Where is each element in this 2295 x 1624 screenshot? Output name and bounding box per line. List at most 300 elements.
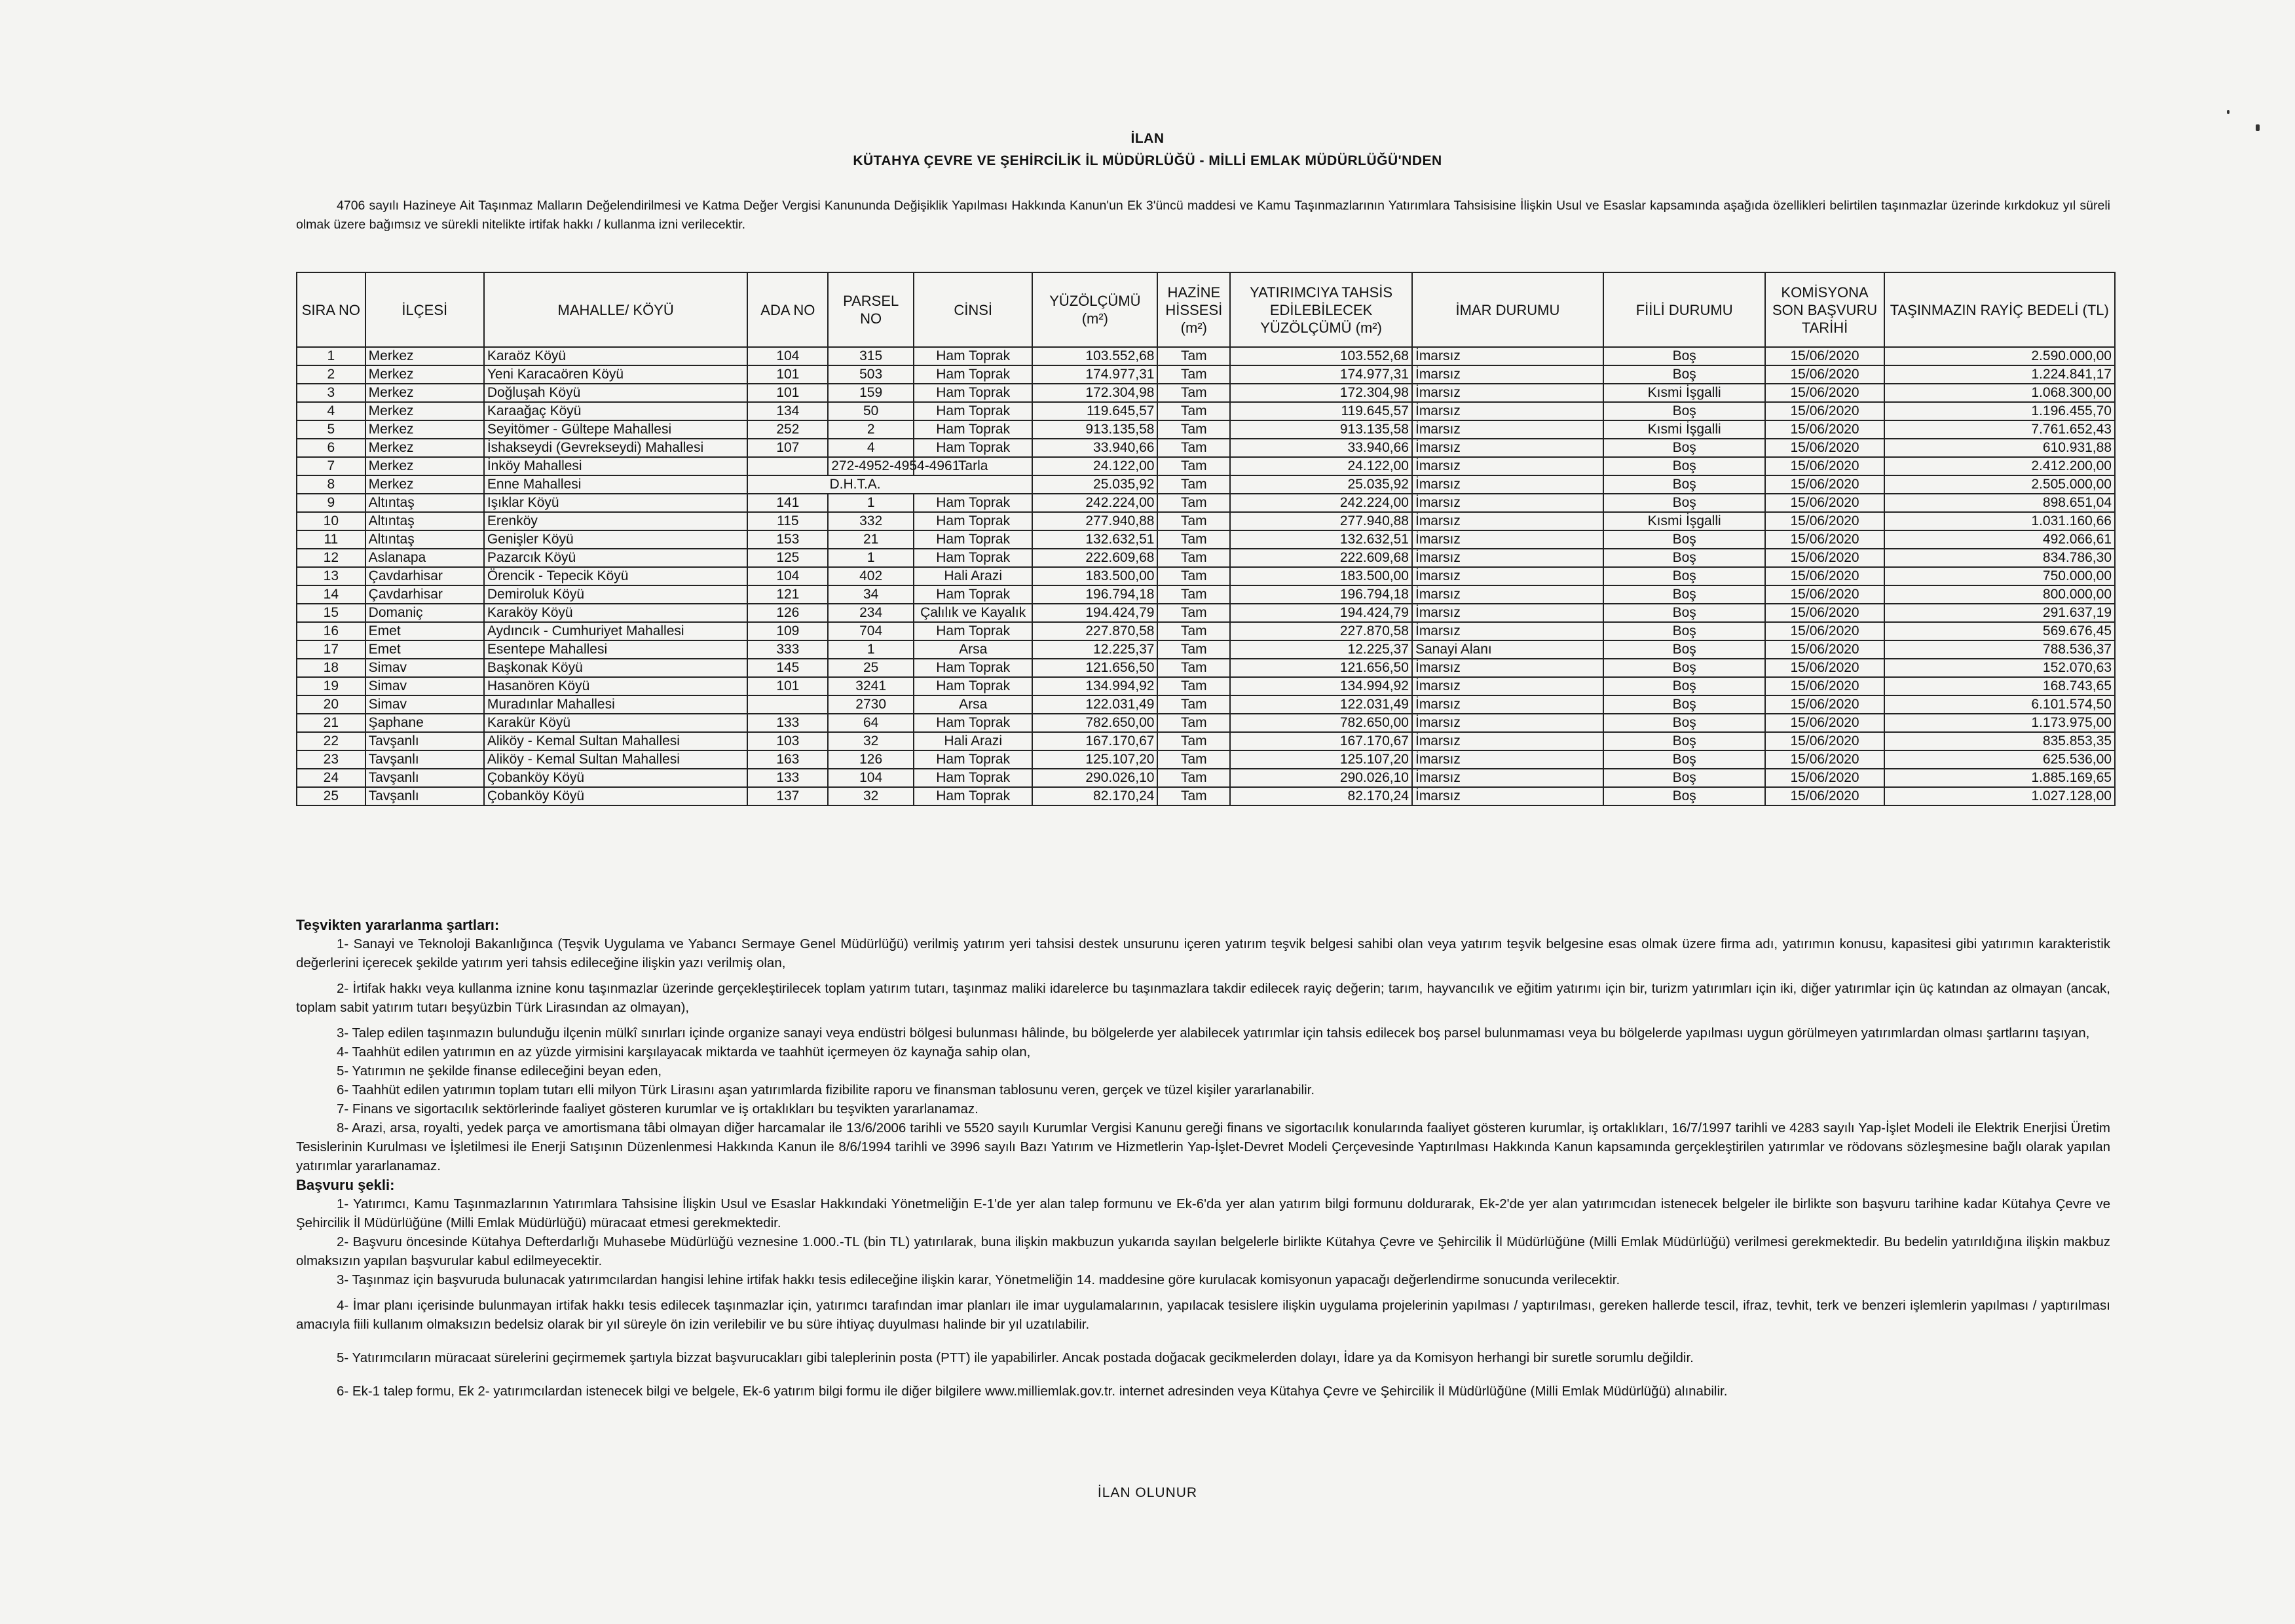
cell-mahalle: İshakseydi (Gevrekseydi) Mahallesi (484, 439, 748, 457)
cell-mahalle: Karaağaç Köyü (484, 402, 748, 420)
cell-imar: İmarsız (1412, 659, 1603, 677)
cell-ilce: Merkez (365, 420, 484, 439)
cell-imar: İmarsız (1412, 457, 1603, 475)
basvuru-item: 5- Yatırımcıların müracaat sürelerini geçirmemek şartıyla bizzat başvurucakları gibi taleplerinin posta (PTT) ile yapabilirler. Ancak postada doğacak gecikmelerden dolayı, İdare ya da Komisyon herhangi bir suretle sorumlu değildir. (337, 1350, 1694, 1365)
cell-sira: 4 (297, 402, 365, 420)
table-row (297, 604, 2115, 622)
cell-imar: İmarsız (1412, 365, 1603, 384)
cell-sira: 17 (297, 640, 365, 659)
cell-sira: 16 (297, 622, 365, 640)
cell-fiili: Boş (1603, 604, 1766, 622)
tesvik-item: 1- Sanayi ve Teknoloji Bakanlığınca (Teşvik Uygulama ve Yabancı Sermaye Genel Müdürlüğü) verilmiş yatırım yeri tahsisi destek unsurunu içeren yatırım teşvik belgesi sahibi olan veya yatırım teşvik belgesine esas olmak üzere firma adı, yatırımın konusu, kapasitesi gibi yatırımın karakteristik değerlerini içerecek şekilde yatırım yeri tahsis edileceğine ilişkin yazı verilmiş olan, (296, 936, 2110, 970)
cell-basvuru: 15/06/2020 (1765, 549, 1884, 567)
col-header-basvuru: KOMİSYONA SON BAŞVURU TARİHİ (1765, 272, 1884, 347)
cell-bedel: 2.505.000,00 (1884, 475, 2115, 494)
cell-parsel: 34 (828, 585, 914, 604)
cell-parsel: 234 (828, 604, 914, 622)
cell-yatirimci: 132.632,51 (1230, 530, 1412, 549)
table-row (297, 347, 2115, 365)
cell-cinsi: Arsa (914, 640, 1032, 659)
cell-hisse: Tam (1157, 769, 1230, 787)
table-row (297, 494, 2115, 512)
cell-basvuru: 15/06/2020 (1765, 714, 1884, 732)
cell-basvuru: 15/06/2020 (1765, 365, 1884, 384)
cell-mahalle: Karaöz Köyü (484, 347, 748, 365)
cell-yatirimci: 12.225,37 (1230, 640, 1412, 659)
cell-yatirimci: 194.424,79 (1230, 604, 1412, 622)
cell-sira: 7 (297, 457, 365, 475)
table-row (297, 732, 2115, 750)
cell-cinsi: Ham Toprak (914, 549, 1032, 567)
cell-parsel: 1 (828, 640, 914, 659)
cell-cinsi: Ham Toprak (914, 512, 1032, 530)
cell-yuzolcum: 132.632,51 (1032, 530, 1157, 549)
cell-basvuru: 15/06/2020 (1765, 695, 1884, 714)
table-row (297, 549, 2115, 567)
cell-ada: 137 (747, 787, 828, 805)
cell-cinsi: Ham Toprak (914, 420, 1032, 439)
cell-yuzolcum: 33.940,66 (1032, 439, 1157, 457)
cell-bedel: 1.031.160,66 (1884, 512, 2115, 530)
cell-yuzolcum: 167.170,67 (1032, 732, 1157, 750)
cell-imar: İmarsız (1412, 384, 1603, 402)
col-header-sira: SIRA NO (297, 272, 365, 347)
cell-sira: 20 (297, 695, 365, 714)
cell-mahalle: Muradınlar Mahallesi (484, 695, 748, 714)
col-header-ada: ADA NO (747, 272, 828, 347)
cell-yuzolcum: 24.122,00 (1032, 457, 1157, 475)
cell-hisse: Tam (1157, 659, 1230, 677)
cell-ilce: Merkez (365, 457, 484, 475)
cell-sira: 5 (297, 420, 365, 439)
cell-sira: 9 (297, 494, 365, 512)
cell-basvuru: 15/06/2020 (1765, 494, 1884, 512)
property-table (296, 272, 2116, 806)
cell-yuzolcum: 277.940,88 (1032, 512, 1157, 530)
cell-parsel: 32 (828, 732, 914, 750)
cell-imar: İmarsız (1412, 402, 1603, 420)
conditions-section (296, 915, 2110, 1401)
cell-yatirimci: 103.552,68 (1230, 347, 1412, 365)
cell-ilce: Merkez (365, 475, 484, 494)
cell-bedel: 569.676,45 (1884, 622, 2115, 640)
cell-fiili: Boş (1603, 732, 1766, 750)
cell-ilce: Emet (365, 622, 484, 640)
cell-mahalle: Hasanören Köyü (484, 677, 748, 695)
intro-paragraph (296, 196, 2110, 234)
cell-yuzolcum: 782.650,00 (1032, 714, 1157, 732)
cell-sira: 18 (297, 659, 365, 677)
basvuru-item: 6- Ek-1 talep formu, Ek 2- yatırımcılardan istenecek bilgi ve belgele, Ek-6 yatırım bilgi formu ile diğer bilgilere www.milliemlak.gov.tr. internet adresinden veya Kütahya Çevre ve Şehircilik İl Müdürlüğüne (Milli Emlak Müdürlüğü) alınabilir. (337, 1384, 1728, 1399)
cell-fiili: Kısmi İşgalli (1603, 420, 1766, 439)
cell-basvuru: 15/06/2020 (1765, 475, 1884, 494)
cell-yuzolcum: 12.225,37 (1032, 640, 1157, 659)
cell-cinsi: Ham Toprak (914, 677, 1032, 695)
cell-fiili: Boş (1603, 769, 1766, 787)
cell-fiili: Boş (1603, 787, 1766, 805)
cell-imar: İmarsız (1412, 494, 1603, 512)
tesvik-item: 3- Talep edilen taşınmazın bulunduğu ilçenin mülkî sınırları içinde organize sanayi veya endüstri bölgesi bulunması hâlinde, bu bölgelerde yer alabilecek yatırımlar için tahsis edilecek boş parsel bulunmaması veya bu bölgelerde yapılması uygun görülmeyen yatırımlardan olması şartlarını taşıyan, (337, 1025, 2090, 1041)
cell-parsel: 159 (828, 384, 914, 402)
scan-speck (2227, 110, 2230, 114)
cell-yatirimci: 196.794,18 (1230, 585, 1412, 604)
cell-parsel: 4 (828, 439, 914, 457)
cell-mahalle: Aydıncık - Cumhuriyet Mahallesi (484, 622, 748, 640)
cell-yuzolcum: 194.424,79 (1032, 604, 1157, 622)
scan-speck (2256, 124, 2260, 131)
basvuru-heading: Başvuru şekli: (296, 1177, 395, 1193)
table-body (297, 347, 2115, 805)
cell-yatirimci: 25.035,92 (1230, 475, 1412, 494)
cell-basvuru: 15/06/2020 (1765, 567, 1884, 585)
cell-bedel: 834.786,30 (1884, 549, 2115, 567)
cell-yuzolcum: 125.107,20 (1032, 750, 1157, 769)
cell-yatirimci: 913.135,58 (1230, 420, 1412, 439)
table-row (297, 769, 2115, 787)
cell-yatirimci: 82.170,24 (1230, 787, 1412, 805)
cell-fiili: Boş (1603, 439, 1766, 457)
cell-parsel: 21 (828, 530, 914, 549)
cell-yatirimci: 122.031,49 (1230, 695, 1412, 714)
cell-ilce: Altıntaş (365, 530, 484, 549)
cell-parsel: 1 (828, 549, 914, 567)
cell-mahalle: Başkonak Köyü (484, 659, 748, 677)
cell-basvuru: 15/06/2020 (1765, 347, 1884, 365)
cell-ilce: Çavdarhisar (365, 585, 484, 604)
cell-imar: İmarsız (1412, 714, 1603, 732)
cell-fiili: Kısmi İşgalli (1603, 512, 1766, 530)
cell-yuzolcum: 913.135,58 (1032, 420, 1157, 439)
cell-sira: 10 (297, 512, 365, 530)
cell-yuzolcum: 242.224,00 (1032, 494, 1157, 512)
cell-yatirimci: 222.609,68 (1230, 549, 1412, 567)
cell-cinsi: Ham Toprak (914, 769, 1032, 787)
cell-ilce: Merkez (365, 402, 484, 420)
cell-hisse: Tam (1157, 347, 1230, 365)
cell-ilce: Tavşanlı (365, 787, 484, 805)
cell-yuzolcum: 196.794,18 (1032, 585, 1157, 604)
cell-yuzolcum: 134.994,92 (1032, 677, 1157, 695)
cell-parsel: 2 (828, 420, 914, 439)
cell-hisse: Tam (1157, 640, 1230, 659)
cell-sira: 2 (297, 365, 365, 384)
cell-ada: D.H.T.A. (747, 475, 1032, 494)
cell-yuzolcum: 103.552,68 (1032, 347, 1157, 365)
tesvik-item: 7- Finans ve sigortacılık sektörlerinde faaliyet gösteren kurumlar ve iş ortaklıkları bu teşvikten yararlanamaz. (337, 1101, 979, 1116)
cell-yatirimci: 174.977,31 (1230, 365, 1412, 384)
cell-basvuru: 15/06/2020 (1765, 769, 1884, 787)
cell-sira: 24 (297, 769, 365, 787)
cell-cinsi: Arsa (914, 695, 1032, 714)
cell-hisse: Tam (1157, 622, 1230, 640)
basvuru-item: 4- İmar planı içerisinde bulunmayan irtifak hakkı tesis edilecek taşınmazlar için, yatırımcı tarafından imar planları ile imar uygulamalarının, yapılacak tesislere ilişkin uygulama projelerinin yapılması / yaptırılması, gereken hallerde tescil, ifraz, tevhit, terk ve benzeri işlemlerin yapılması / yaptırılması amacıyla fiili kullanım olmaksızın bedelsiz olarak bir yıl süreyle ön izin verilebilir ve bu süre ihtiyaç duyulması halinde bir yıl uzatılabilir. (296, 1298, 2110, 1332)
table-row (297, 439, 2115, 457)
cell-fiili: Boş (1603, 347, 1766, 365)
cell-yatirimci: 277.940,88 (1230, 512, 1412, 530)
cell-imar: İmarsız (1412, 585, 1603, 604)
table-row (297, 512, 2115, 530)
cell-sira: 3 (297, 384, 365, 402)
cell-hisse: Tam (1157, 494, 1230, 512)
cell-fiili: Boş (1603, 585, 1766, 604)
cell-imar: İmarsız (1412, 604, 1603, 622)
cell-mahalle: Erenköy (484, 512, 748, 530)
cell-parsel: 50 (828, 402, 914, 420)
cell-hisse: Tam (1157, 365, 1230, 384)
cell-bedel: 1.885.169,65 (1884, 769, 2115, 787)
cell-mahalle: Seyitömer - Gültepe Mahallesi (484, 420, 748, 439)
cell-cinsi: Ham Toprak (914, 750, 1032, 769)
cell-mahalle: Genişler Köyü (484, 530, 748, 549)
cell-fiili: Kısmi İşgalli (1603, 384, 1766, 402)
cell-parsel: 332 (828, 512, 914, 530)
cell-ada (747, 457, 828, 475)
cell-cinsi: Hali Arazi (914, 567, 1032, 585)
page-title: İLAN (1130, 131, 1165, 146)
cell-ilce: Domaniç (365, 604, 484, 622)
intro-text: 4706 sayılı Hazineye Ait Taşınmaz Malların Değelendirilmesi ve Katma Değer Vergisi Kanununda Değişiklik Yapılması Hakkında Kanun'un Ek 3'üncü maddesi ve Kamu Taşınmazlarının Yatırımlara Tahsisisine İlişkin Usul ve Esaslar kapsamında aşağıda özellikleri belirtilen taşınmazlar üzerinde kırkdokuz yıl süreli olmak üzere bağımsız ve sürekli nitelikte irtifak hakkı / kullanma izni verilecektir. (296, 198, 2110, 232)
cell-bedel: 492.066,61 (1884, 530, 2115, 549)
cell-imar: İmarsız (1412, 622, 1603, 640)
cell-fiili: Boş (1603, 475, 1766, 494)
cell-parsel: 272-4952-4954-4961 (828, 457, 914, 475)
cell-ada: 145 (747, 659, 828, 677)
cell-ilce: Tavşanlı (365, 769, 484, 787)
cell-hisse: Tam (1157, 567, 1230, 585)
cell-parsel: 315 (828, 347, 914, 365)
cell-hisse: Tam (1157, 787, 1230, 805)
cell-imar: İmarsız (1412, 439, 1603, 457)
cell-basvuru: 15/06/2020 (1765, 457, 1884, 475)
cell-cinsi: Çalılık ve Kayalık (914, 604, 1032, 622)
cell-fiili: Boş (1603, 457, 1766, 475)
cell-parsel: 2730 (828, 695, 914, 714)
col-header-hisse: HAZİNE HİSSESİ (m²) (1157, 272, 1230, 347)
col-header-cinsi: CİNSİ (914, 272, 1032, 347)
tesvik-item: 5- Yatırımın ne şekilde finanse edileceğini beyan eden, (337, 1063, 662, 1079)
cell-bedel: 898.651,04 (1884, 494, 2115, 512)
cell-mahalle: Karakür Köyü (484, 714, 748, 732)
cell-imar: Sanayi Alanı (1412, 640, 1603, 659)
cell-yuzolcum: 119.645,57 (1032, 402, 1157, 420)
cell-cinsi: Ham Toprak (914, 365, 1032, 384)
cell-mahalle: Çobanköy Köyü (484, 769, 748, 787)
cell-hisse: Tam (1157, 530, 1230, 549)
cell-bedel: 610.931,88 (1884, 439, 2115, 457)
cell-ada: 101 (747, 677, 828, 695)
cell-fiili: Boş (1603, 402, 1766, 420)
tesvik-item: 6- Taahhüt edilen yatırımın toplam tutarı elli milyon Türk Lirasını aşan yatırımlarda fizibilite raporu ve finansman tablosunu veren, gerçek ve tüzel kişiler yararlanabilir. (337, 1082, 1315, 1098)
cell-mahalle: Çobanköy Köyü (484, 787, 748, 805)
cell-ilce: Simav (365, 695, 484, 714)
cell-yuzolcum: 82.170,24 (1032, 787, 1157, 805)
cell-sira: 23 (297, 750, 365, 769)
cell-imar: İmarsız (1412, 420, 1603, 439)
basvuru-item: 3- Taşınmaz için başvuruda bulunacak yatırımcılardan hangisi lehine irtifak hakkı tesis edileceğine ilişkin karar, Yönetmeliğin 14. maddesine göre kurulacak komisyonun yapacağı değerlendirme sonucunda verilecektir. (337, 1272, 1620, 1287)
cell-bedel: 1.196.455,70 (1884, 402, 2115, 420)
cell-hisse: Tam (1157, 402, 1230, 420)
table-row (297, 475, 2115, 494)
cell-cinsi: Ham Toprak (914, 714, 1032, 732)
cell-hisse: Tam (1157, 549, 1230, 567)
table-row (297, 787, 2115, 805)
cell-ada: 163 (747, 750, 828, 769)
cell-basvuru: 15/06/2020 (1765, 512, 1884, 530)
tesvik-heading: Teşvikten yararlanma şartları: (296, 917, 500, 933)
table-row (297, 384, 2115, 402)
col-header-yatirimci: YATIRIMCIYA TAHSİS EDİLEBİLECEK YÜZÖLÇÜMÜ (m²) (1230, 272, 1412, 347)
cell-mahalle: Doğluşah Köyü (484, 384, 748, 402)
cell-fiili: Boş (1603, 640, 1766, 659)
cell-yatirimci: 24.122,00 (1230, 457, 1412, 475)
cell-hisse: Tam (1157, 457, 1230, 475)
cell-sira: 11 (297, 530, 365, 549)
cell-bedel: 2.412.200,00 (1884, 457, 2115, 475)
col-header-ilce: İLÇESİ (365, 272, 484, 347)
cell-mahalle: İnköy Mahallesi (484, 457, 748, 475)
cell-parsel: 64 (828, 714, 914, 732)
cell-hisse: Tam (1157, 604, 1230, 622)
cell-bedel: 788.536,37 (1884, 640, 2115, 659)
cell-sira: 8 (297, 475, 365, 494)
cell-parsel: 704 (828, 622, 914, 640)
cell-sira: 15 (297, 604, 365, 622)
cell-sira: 21 (297, 714, 365, 732)
table-row (297, 677, 2115, 695)
cell-mahalle: Esentepe Mahallesi (484, 640, 748, 659)
cell-ada: 101 (747, 384, 828, 402)
cell-basvuru: 15/06/2020 (1765, 420, 1884, 439)
cell-yatirimci: 167.170,67 (1230, 732, 1412, 750)
cell-cinsi: Ham Toprak (914, 384, 1032, 402)
cell-sira: 6 (297, 439, 365, 457)
cell-fiili: Boş (1603, 530, 1766, 549)
cell-yuzolcum: 25.035,92 (1032, 475, 1157, 494)
cell-bedel: 1.068.300,00 (1884, 384, 2115, 402)
cell-cinsi: Ham Toprak (914, 787, 1032, 805)
cell-bedel: 800.000,00 (1884, 585, 2115, 604)
closing-statement: İLAN OLUNUR (1097, 1485, 1198, 1500)
cell-ada: 133 (747, 769, 828, 787)
cell-imar: İmarsız (1412, 530, 1603, 549)
cell-yuzolcum: 222.609,68 (1032, 549, 1157, 567)
cell-parsel: 25 (828, 659, 914, 677)
cell-ada: 153 (747, 530, 828, 549)
cell-bedel: 6.101.574,50 (1884, 695, 2115, 714)
table-row (297, 622, 2115, 640)
table-row (297, 530, 2115, 549)
cell-cinsi: Tarla (914, 457, 1032, 475)
cell-imar: İmarsız (1412, 695, 1603, 714)
col-header-imar: İMAR DURUMU (1412, 272, 1603, 347)
cell-ada: 121 (747, 585, 828, 604)
cell-ada: 126 (747, 604, 828, 622)
cell-hisse: Tam (1157, 585, 1230, 604)
table-row (297, 457, 2115, 475)
cell-ada: 103 (747, 732, 828, 750)
cell-imar: İmarsız (1412, 512, 1603, 530)
cell-ada: 134 (747, 402, 828, 420)
cell-imar: İmarsız (1412, 732, 1603, 750)
cell-ada: 104 (747, 347, 828, 365)
col-header-yuzolcum: YÜZÖLÇÜMÜ (m²) (1032, 272, 1157, 347)
cell-basvuru: 15/06/2020 (1765, 677, 1884, 695)
cell-basvuru: 15/06/2020 (1765, 622, 1884, 640)
cell-parsel: 1 (828, 494, 914, 512)
table-row (297, 585, 2115, 604)
cell-ilce: Merkez (365, 439, 484, 457)
cell-yuzolcum: 122.031,49 (1032, 695, 1157, 714)
cell-yatirimci: 134.994,92 (1230, 677, 1412, 695)
cell-basvuru: 15/06/2020 (1765, 659, 1884, 677)
cell-yatirimci: 33.940,66 (1230, 439, 1412, 457)
cell-ada (747, 695, 828, 714)
cell-basvuru: 15/06/2020 (1765, 750, 1884, 769)
cell-yatirimci: 290.026,10 (1230, 769, 1412, 787)
cell-ada: 125 (747, 549, 828, 567)
cell-ilce: Aslanapa (365, 549, 484, 567)
cell-ilce: Merkez (365, 347, 484, 365)
table-row (297, 695, 2115, 714)
cell-ilce: Çavdarhisar (365, 567, 484, 585)
cell-mahalle: Işıklar Köyü (484, 494, 748, 512)
table-row (297, 750, 2115, 769)
table-row (297, 640, 2115, 659)
cell-fiili: Boş (1603, 365, 1766, 384)
cell-sira: 1 (297, 347, 365, 365)
cell-cinsi: Ham Toprak (914, 622, 1032, 640)
cell-ada: 252 (747, 420, 828, 439)
cell-hisse: Tam (1157, 512, 1230, 530)
cell-hisse: Tam (1157, 439, 1230, 457)
cell-ilce: Merkez (365, 365, 484, 384)
cell-mahalle: Enne Mahallesi (484, 475, 748, 494)
col-header-mahalle: MAHALLE/ KÖYÜ (484, 272, 748, 347)
cell-basvuru: 15/06/2020 (1765, 585, 1884, 604)
cell-hisse: Tam (1157, 714, 1230, 732)
cell-cinsi: Ham Toprak (914, 347, 1032, 365)
cell-yuzolcum: 174.977,31 (1032, 365, 1157, 384)
cell-bedel: 835.853,35 (1884, 732, 2115, 750)
cell-yuzolcum: 121.656,50 (1032, 659, 1157, 677)
cell-hisse: Tam (1157, 750, 1230, 769)
table-row (297, 659, 2115, 677)
cell-fiili: Boş (1603, 695, 1766, 714)
cell-ada: 115 (747, 512, 828, 530)
cell-yatirimci: 121.656,50 (1230, 659, 1412, 677)
cell-bedel: 625.536,00 (1884, 750, 2115, 769)
cell-parsel: 3241 (828, 677, 914, 695)
cell-yuzolcum: 172.304,98 (1032, 384, 1157, 402)
cell-yatirimci: 125.107,20 (1230, 750, 1412, 769)
cell-bedel: 1.224.841,17 (1884, 365, 2115, 384)
cell-basvuru: 15/06/2020 (1765, 384, 1884, 402)
cell-cinsi: Ham Toprak (914, 402, 1032, 420)
cell-hisse: Tam (1157, 677, 1230, 695)
cell-imar: İmarsız (1412, 677, 1603, 695)
cell-ilce: Altıntaş (365, 512, 484, 530)
cell-mahalle: Karaköy Köyü (484, 604, 748, 622)
cell-fiili: Boş (1603, 677, 1766, 695)
cell-bedel: 2.590.000,00 (1884, 347, 2115, 365)
cell-yuzolcum: 227.870,58 (1032, 622, 1157, 640)
cell-ilce: Simav (365, 659, 484, 677)
cell-fiili: Boş (1603, 750, 1766, 769)
cell-sira: 13 (297, 567, 365, 585)
cell-cinsi: Ham Toprak (914, 530, 1032, 549)
col-header-parsel: PARSEL NO (828, 272, 914, 347)
cell-ada: 104 (747, 567, 828, 585)
